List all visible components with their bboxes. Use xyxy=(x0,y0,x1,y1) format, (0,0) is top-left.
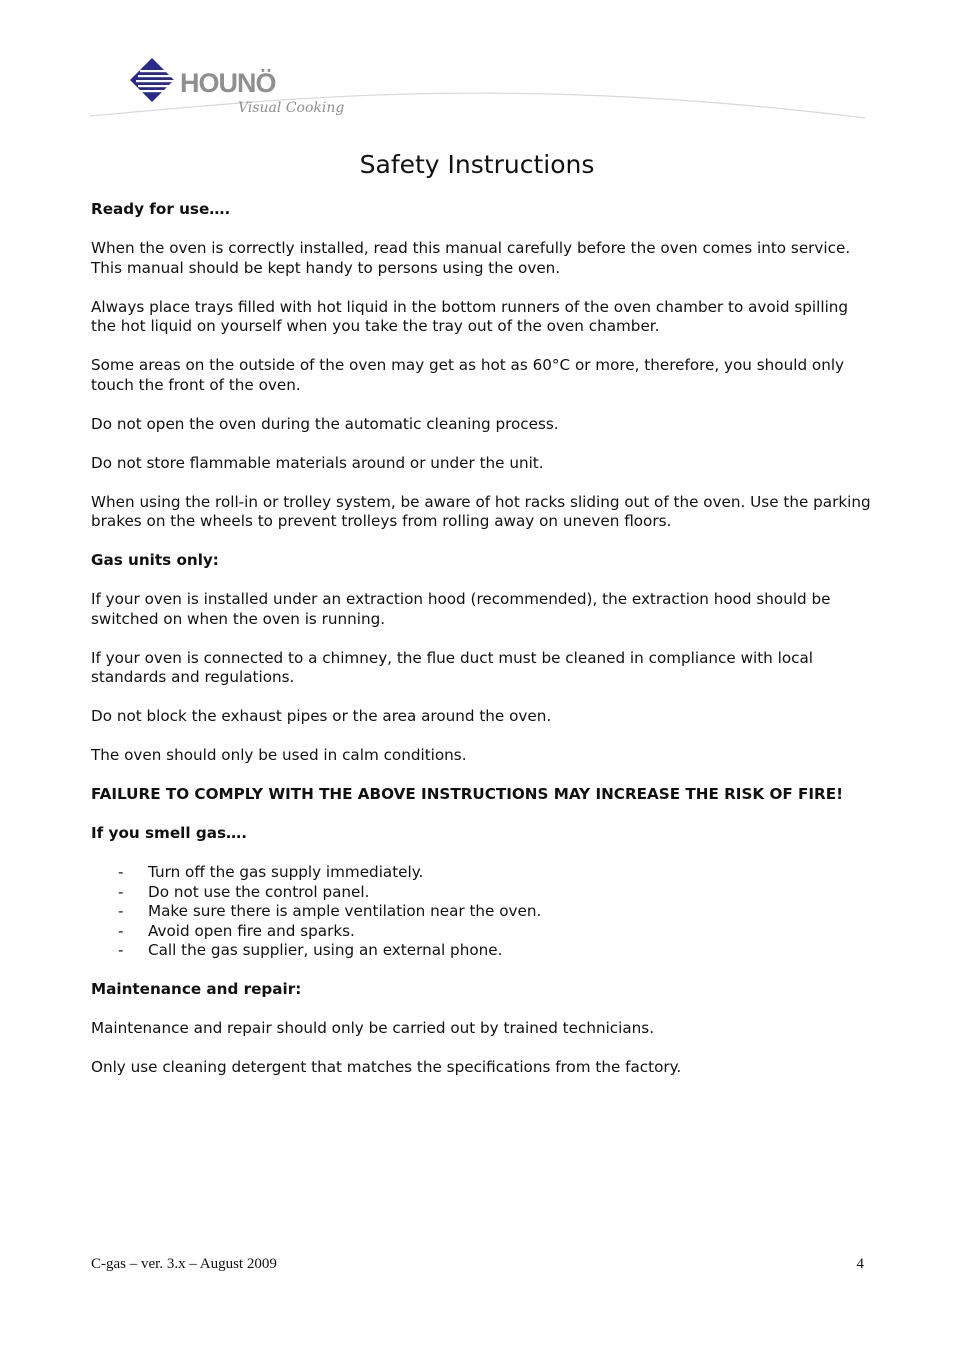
section-heading-ready: Ready for use…. xyxy=(91,200,231,218)
list-item: - Call the gas supplier, using an external phone. xyxy=(118,941,503,959)
bullet-dash: - xyxy=(118,902,124,920)
paragraph: Only use cleaning detergent that matches the specifications from the factory. xyxy=(91,1058,682,1076)
paragraph: Maintenance and repair should only be carried out by trained technicians. xyxy=(91,1019,655,1037)
bullet-dash: - xyxy=(118,882,124,901)
page-number: 4 xyxy=(856,1256,864,1272)
smell-gas-list xyxy=(91,863,871,961)
paragraph: Do not store flammable materials around or under the unit. xyxy=(91,453,544,472)
page-footer xyxy=(91,1256,864,1273)
footer-version: C-gas – ver. 3.x – August 2009 xyxy=(91,1256,277,1272)
list-item: - Turn off the gas supply immediately. xyxy=(118,863,424,881)
section-heading-maintenance: Maintenance and repair: xyxy=(91,980,302,998)
section-heading-smell-gas: If you smell gas…. xyxy=(91,824,247,842)
paragraph: Do not block the exhaust pipes or the area around the oven. xyxy=(91,707,552,725)
list-item: - Make sure there is ample ventilation near the oven. xyxy=(118,902,542,920)
paragraph: When the oven is correctly installed, read this manual carefully before the oven comes into service. xyxy=(91,239,851,257)
fire-warning: FAILURE TO COMPLY WITH THE ABOVE INSTRUCTIONS MAY INCREASE THE RISK OF FIRE! xyxy=(91,785,844,803)
paragraph: If your oven is installed under an extraction hood (recommended), the extraction hood should be switched on when the oven is running. xyxy=(91,590,831,628)
paragraph: Always place trays filled with hot liquid in the bottom runners of the oven chamber to avoid spilling the hot liquid on yourself when you take the tray out of the oven chamber. xyxy=(91,297,849,335)
bullet-dash: - xyxy=(118,921,124,940)
houno-logo xyxy=(128,56,358,118)
bullet-dash: - xyxy=(118,941,124,959)
bullet-dash: - xyxy=(118,863,124,881)
paragraph: When using the roll-in or trolley system, be aware of hot racks sliding out of the oven. Use the parking brakes on the wheels to prevent trolleys from rolling away on uneven floors. xyxy=(91,492,871,530)
svg-text:Visual Cooking: Visual Cooking xyxy=(238,100,345,116)
paragraph: Some areas on the outside of the oven may get as hot as 60°C or more, therefore, you should only touch the front of the oven. xyxy=(91,356,845,394)
paragraph: Do not open the oven during the automatic cleaning process. xyxy=(91,414,559,433)
document-body xyxy=(91,200,871,1097)
list-item: - Do not use the control panel. xyxy=(118,882,370,901)
page-title: Safety Instructions xyxy=(359,150,595,179)
svg-text:HOUNÖ: HOUNÖ xyxy=(180,68,276,98)
paragraph: The oven should only be used in calm conditions. xyxy=(91,746,467,764)
paragraph: If your oven is connected to a chimney, the flue duct must be cleaned in compliance with local standards and regulations. xyxy=(91,648,814,686)
paragraph: This manual should be kept handy to persons using the oven. xyxy=(91,258,561,277)
section-heading-gas: Gas units only: xyxy=(91,551,219,569)
list-item: - Avoid open fire and sparks. xyxy=(118,921,355,940)
logo-mark-icon xyxy=(130,58,176,102)
